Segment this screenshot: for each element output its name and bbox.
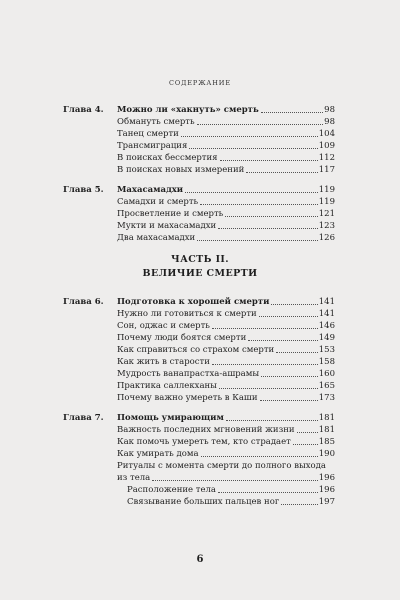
leader-dots	[248, 339, 318, 341]
toc-entry[interactable]	[63, 356, 335, 368]
leader-dots	[260, 399, 318, 401]
entry-title: Мукти и махасамадхи	[117, 221, 217, 231]
entry-page: 158	[318, 357, 335, 367]
leader-dots	[293, 443, 318, 445]
entry-title: В поисках бессмертия	[117, 153, 218, 163]
leader-dots	[197, 239, 318, 241]
entry-page: 197	[318, 497, 335, 507]
chapter-label: Глава 4.	[63, 105, 104, 115]
entry-title: из тела	[117, 473, 151, 483]
leader-dots	[152, 479, 318, 481]
toc-entry[interactable]	[63, 436, 335, 448]
toc-entry[interactable]	[63, 496, 335, 508]
leader-dots	[197, 123, 324, 125]
leader-dots	[226, 419, 318, 421]
entry-title: Важность последних мгновений жизни	[117, 425, 295, 435]
entry-page: 123	[318, 221, 335, 231]
toc-entry[interactable]	[63, 320, 335, 332]
toc-chapter-5	[63, 184, 335, 244]
entry-title: Можно ли «хакнуть» смерть	[117, 105, 259, 115]
leader-dots	[297, 431, 318, 433]
toc-entry[interactable]	[63, 344, 335, 356]
leader-dots	[200, 203, 318, 205]
leader-dots	[219, 387, 318, 389]
entry-title: Как жить в старости	[117, 357, 210, 367]
leader-dots	[220, 159, 318, 161]
entry-title: Связывание больших пальцев ног	[127, 497, 280, 507]
leader-dots	[259, 315, 318, 317]
leader-dots	[212, 327, 318, 329]
toc-entry[interactable]	[63, 308, 335, 320]
entry-title: Трансмиграция	[117, 141, 188, 151]
entry-page: 141	[318, 297, 335, 307]
entry-title: Почему люди боятся смерти	[117, 333, 247, 343]
leader-dots	[218, 227, 318, 229]
toc-entry[interactable]	[63, 368, 335, 380]
entry-page: 149	[318, 333, 335, 343]
leader-dots	[271, 303, 317, 305]
page-number: 6	[196, 554, 204, 565]
entry-page: 104	[318, 129, 335, 139]
entry-title: Мудрость ванапрастха-ашрамы	[117, 369, 260, 379]
entry-page: 196	[318, 485, 335, 495]
leader-dots	[261, 375, 318, 377]
entry-page: 117	[318, 165, 335, 175]
toc-entry[interactable]	[63, 164, 335, 176]
toc-entry[interactable]	[63, 392, 335, 404]
entry-page: 121	[318, 209, 335, 219]
leader-dots	[201, 455, 318, 457]
entry-page: 119	[318, 185, 335, 195]
entry-page: 112	[318, 153, 335, 163]
toc-entry[interactable]	[63, 484, 335, 496]
leader-dots	[261, 111, 323, 113]
entry-title: В поисках новых измерений	[117, 165, 245, 175]
entry-page: 119	[318, 197, 335, 207]
entry-page: 98	[324, 105, 335, 115]
entry-page: 109	[318, 141, 335, 151]
toc-entry[interactable]	[63, 460, 335, 472]
leader-dots	[276, 351, 318, 353]
entry-title: Как умирать дома	[117, 449, 199, 459]
entry-page: 185	[318, 437, 335, 447]
entry-title: Два махасамадхи	[117, 233, 196, 243]
entry-title: Ритуалы с момента смерти до полного выхода	[117, 461, 326, 471]
toc-entry[interactable]	[63, 472, 335, 484]
toc-entry[interactable]	[63, 296, 335, 308]
toc-entry[interactable]	[63, 424, 335, 436]
entry-title: Как помочь умереть тем, кто страдает	[117, 437, 291, 447]
toc-entry[interactable]	[63, 220, 335, 232]
leader-dots	[212, 363, 318, 365]
toc-entry[interactable]	[63, 448, 335, 460]
toc-entry[interactable]	[63, 380, 335, 392]
toc-entry[interactable]	[63, 196, 335, 208]
leader-dots	[281, 503, 317, 505]
entry-title: Обмануть смерть	[117, 117, 195, 127]
entry-page: 146	[318, 321, 335, 331]
toc-entry[interactable]	[63, 232, 335, 244]
chapter-label: Глава 5.	[63, 185, 104, 195]
toc-entry[interactable]	[63, 332, 335, 344]
leader-dots	[225, 215, 317, 217]
toc-entry[interactable]	[63, 116, 335, 128]
leader-dots	[189, 147, 317, 149]
entry-title: Подготовка к хорошей смерти	[117, 297, 270, 307]
entry-title: Танец смерти	[117, 129, 179, 139]
chapter-label: Глава 7.	[63, 413, 104, 423]
entry-title: Помощь умирающим	[117, 413, 224, 423]
toc-chapter-7	[63, 412, 335, 508]
entry-title: Нужно ли готовиться к смерти	[117, 309, 257, 319]
leader-dots	[246, 171, 317, 173]
part-title: ВЕЛИЧИЕ СМЕРТИ	[142, 268, 258, 279]
toc-entry[interactable]	[63, 104, 335, 116]
toc-chapter-4	[63, 104, 335, 176]
entry-page: 173	[318, 393, 335, 403]
entry-page: 196	[318, 473, 335, 483]
leader-dots	[185, 191, 318, 193]
toc-entry[interactable]	[63, 152, 335, 164]
entry-title: Почему важно умереть в Каши	[117, 393, 258, 403]
entry-page: 126	[318, 233, 335, 243]
toc-chapter-6	[63, 296, 335, 404]
entry-page: 181	[318, 425, 335, 435]
entry-title: Расположение тела	[127, 485, 216, 495]
entry-title: Практика саллекханы	[117, 381, 217, 391]
toc-entry[interactable]	[63, 208, 335, 220]
toc-entry[interactable]	[63, 412, 335, 424]
entry-page: 160	[318, 369, 335, 379]
running-header: СОДЕРЖАНИЕ	[168, 79, 231, 87]
toc-entry[interactable]	[63, 184, 335, 196]
leader-dots	[218, 491, 318, 493]
entry-title: Махасамадхи	[117, 185, 184, 195]
entry-page: 98	[324, 117, 335, 127]
entry-page: 153	[318, 345, 335, 355]
chapter-label: Глава 6.	[63, 297, 104, 307]
entry-title: Самадхи и смерть	[117, 197, 199, 207]
entry-title: Просветление и смерть	[117, 209, 224, 219]
entry-page: 141	[318, 309, 335, 319]
toc-entry[interactable]	[63, 128, 335, 140]
entry-title: Сон, оджас и смерть	[117, 321, 210, 331]
entry-title: Как справиться со страхом смерти	[117, 345, 275, 355]
part-heading: ЧАСТЬ II.	[171, 254, 229, 265]
toc-entry[interactable]	[63, 140, 335, 152]
entry-page: 181	[318, 413, 335, 423]
leader-dots	[181, 135, 318, 137]
entry-page: 190	[318, 449, 335, 459]
entry-page: 165	[318, 381, 335, 391]
